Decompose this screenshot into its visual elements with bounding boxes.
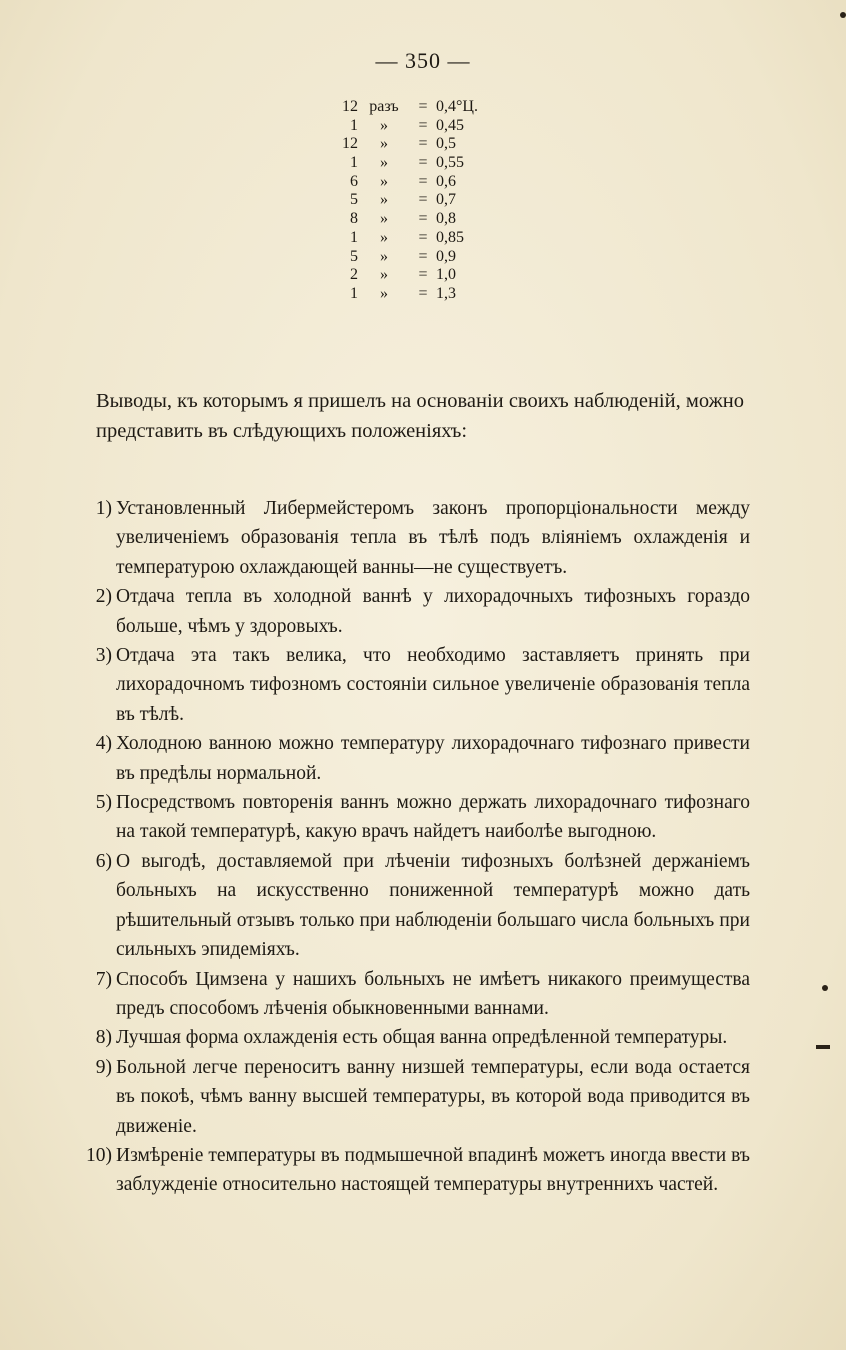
table-value: 1,0 bbox=[436, 266, 456, 284]
table-unit: » bbox=[380, 154, 388, 172]
table-equals: = bbox=[418, 191, 428, 209]
conclusions-intro: Выводы, къ которымъ я пришелъ на основаніи своихъ наблюденій, можно представить въ слѣдующихъ положеніяхъ: bbox=[96, 390, 744, 442]
item-number: 1) bbox=[95, 498, 112, 519]
item-number: 7) bbox=[95, 968, 112, 990]
table-row bbox=[318, 210, 518, 229]
table-row bbox=[318, 98, 518, 117]
table-equals: = bbox=[418, 210, 428, 228]
item-text: Холодною ванною можно температуру лихорадочнаго тифознаго привести въ предѣлы нормальной. bbox=[116, 733, 750, 784]
table-count: 5 bbox=[350, 247, 358, 265]
item-text: Отдача тепла въ холодной ваннѣ у лихорадочныхъ тифозныхъ гораздо больше, чѣмъ у здоровыхъ. bbox=[116, 586, 750, 637]
table-row bbox=[318, 135, 518, 154]
list-item bbox=[70, 1023, 750, 1052]
table-count: 8 bbox=[350, 210, 358, 228]
table-equals: = bbox=[418, 172, 428, 190]
item-text: Посредствомъ повторенія ваннъ можно держать лихорадочнаго тифознаго на такой температурѣ, какую врачъ найдетъ наиболѣе выгодною. bbox=[116, 792, 750, 843]
table-count: 6 bbox=[350, 172, 358, 190]
measurement-table bbox=[318, 98, 518, 304]
table-row bbox=[318, 266, 518, 285]
item-number: 10) bbox=[86, 1144, 112, 1166]
table-value: 0,6 bbox=[436, 172, 456, 190]
table-row bbox=[318, 248, 518, 267]
table-row bbox=[318, 117, 518, 136]
table-row bbox=[318, 285, 518, 304]
item-number: 8) bbox=[95, 1027, 112, 1049]
ink-speck bbox=[840, 12, 846, 18]
table-unit: » bbox=[380, 210, 388, 228]
table-equals: = bbox=[418, 116, 428, 134]
list-item bbox=[70, 1141, 750, 1200]
table-unit: » bbox=[380, 191, 388, 209]
table-equals: = bbox=[418, 266, 428, 284]
table-value: 0,5 bbox=[436, 135, 456, 153]
list-item bbox=[70, 788, 750, 847]
list-item bbox=[70, 641, 750, 729]
item-number: 2) bbox=[95, 586, 112, 608]
item-number: 6) bbox=[95, 850, 112, 872]
ink-mark bbox=[816, 1045, 830, 1049]
table-equals: = bbox=[418, 228, 428, 246]
table-value: 0,4°Ц. bbox=[436, 98, 478, 115]
conclusions-list bbox=[70, 494, 750, 1200]
item-text: Установленный Либермейстеромъ законъ пропорціональности между увеличеніемъ образованія тепла въ тѣлѣ подъ вліяніемъ охлажденія и температурою охлаждающей ванны—не существуетъ. bbox=[116, 498, 750, 578]
table-value: 0,85 bbox=[436, 228, 464, 246]
item-text: Больной легче переноситъ ванну низшей температуры, если вода остается въ покоѣ, чѣмъ ванну высшей температуры, въ которой вода приводится въ движеніе. bbox=[116, 1056, 750, 1137]
table-unit: » bbox=[380, 247, 388, 265]
table-value: 0,55 bbox=[436, 154, 464, 172]
ink-speck bbox=[822, 985, 828, 991]
table-equals: = bbox=[418, 98, 428, 115]
table-unit: » bbox=[380, 284, 388, 302]
list-item bbox=[70, 847, 750, 965]
item-number: 3) bbox=[95, 645, 112, 667]
table-equals: = bbox=[418, 154, 428, 172]
item-number: 5) bbox=[95, 792, 112, 814]
item-number: 4) bbox=[95, 733, 112, 755]
item-text: Лучшая форма охлажденія есть общая ванна опредѣленной температуры. bbox=[116, 1027, 728, 1049]
table-count: 1 bbox=[350, 116, 358, 134]
table-unit: » bbox=[380, 266, 388, 284]
table-count: 1 bbox=[350, 154, 358, 172]
table-count: 1 bbox=[350, 284, 358, 302]
table-count: 1 bbox=[350, 228, 358, 246]
table-unit: » bbox=[380, 135, 388, 153]
list-item bbox=[70, 1053, 750, 1141]
table-count: 2 bbox=[350, 266, 358, 284]
table-unit: » bbox=[380, 116, 388, 134]
page-number: — 350 — bbox=[375, 48, 471, 73]
table-row bbox=[318, 229, 518, 248]
item-text: Измѣреніе температуры въ подмышечной впадинѣ можетъ иногда ввести въ заблужденіе относительно настоящей температуры внутреннихъ частей. bbox=[116, 1144, 750, 1196]
table-value: 0,8 bbox=[436, 210, 456, 228]
item-text: Способъ Цимзена у нашихъ больныхъ не имѣетъ никакого преимущества предъ способомъ лѣченія обыкновенными ваннами. bbox=[116, 968, 750, 1019]
table-unit: » bbox=[380, 172, 388, 190]
list-item bbox=[70, 729, 750, 788]
table-value: 1,3 bbox=[436, 284, 456, 302]
table-value: 0,7 bbox=[436, 191, 456, 209]
table-count: 12 bbox=[342, 98, 358, 115]
item-number: 9) bbox=[95, 1056, 112, 1078]
table-equals: = bbox=[418, 284, 428, 302]
table-row bbox=[318, 191, 518, 210]
table-equals: = bbox=[418, 135, 428, 153]
list-item bbox=[70, 494, 750, 582]
table-unit: » bbox=[380, 228, 388, 246]
table-value: 0,9 bbox=[436, 247, 456, 265]
table-equals: = bbox=[418, 247, 428, 265]
list-item bbox=[70, 582, 750, 641]
table-unit: разъ bbox=[369, 98, 399, 115]
table-count: 12 bbox=[342, 135, 358, 153]
item-text: О выгодѣ, доставляемой при лѣченіи тифозныхъ болѣзней держаніемъ больныхъ на искусственно пониженной температурѣ можно дать рѣшительный отзывъ только при наблюденіи большаго числа больныхъ при сильныхъ эпидеміяхъ. bbox=[116, 850, 750, 961]
table-row bbox=[318, 154, 518, 173]
table-value: 0,45 bbox=[436, 116, 464, 134]
list-item bbox=[70, 965, 750, 1024]
table-row bbox=[318, 173, 518, 192]
table-count: 5 bbox=[350, 191, 358, 209]
item-text: Отдача эта такъ велика, что необходимо заставляетъ принять при лихорадочномъ тифозномъ состояніи сильное увеличеніе образованія тепла въ тѣлѣ. bbox=[116, 645, 750, 725]
